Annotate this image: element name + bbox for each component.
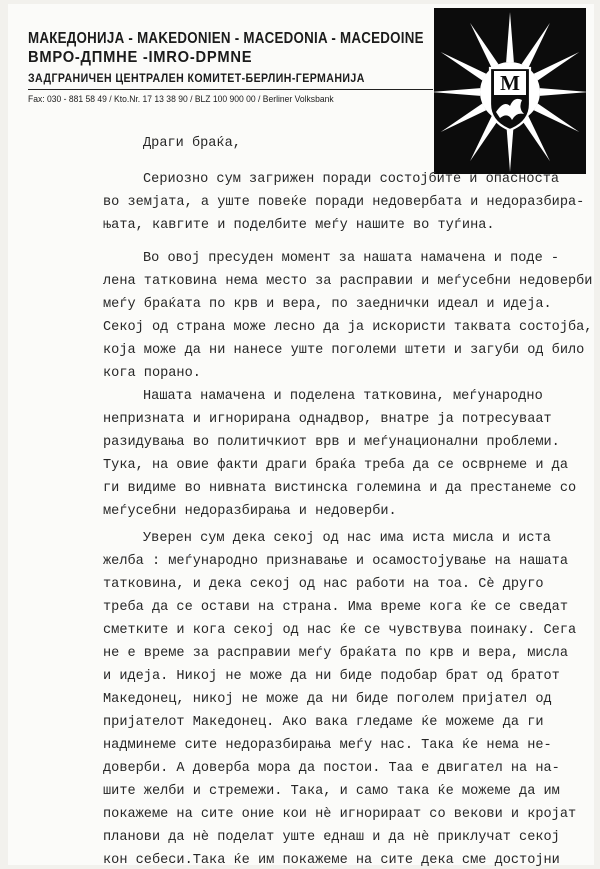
letter-line: пријателот Македонец. Ако вака гледаме ќе можеме да ги (103, 715, 544, 730)
sun-ray-icon (522, 23, 550, 68)
letterhead-country-line: МАКЕДОНИЈА - MAKEDONIEN - MACEDONIA - MACEDOINE (28, 30, 424, 47)
salutation: Драги браќа, (143, 136, 241, 151)
letter-line: шите желби и стремежи. Така, и само така ќе можеме да им (103, 784, 560, 799)
letter-line: татковина, и дека секој од нас работи на тоа. Сè друго (103, 577, 544, 592)
sun-ray-icon (506, 12, 514, 62)
emblem-letter: M (500, 71, 520, 95)
letter-line: сметките и кога секој од нас ќе се чувствува поинаку. Сега (103, 623, 577, 638)
letter-line: планови да нè поделат уште еднаш и да нè приклучат секој (103, 830, 560, 845)
letter-line: кон себеси.Така ќе им покажеме на сите дека сме достојни (103, 853, 560, 868)
sun-ray-icon (540, 88, 586, 96)
letter-line: доверби. А доверба мора да постои. Таа е двигател на на- (103, 761, 560, 776)
letter-line: непризната и игнорирана однадвор, внатре ја потресуваат (103, 412, 552, 427)
letter-line: и идеја. Никој не може да ни биде подобар брат од братот (103, 669, 560, 684)
letter-line: Сериозно сум загрижен поради состојбите и опасноста (143, 172, 560, 187)
sun-ray-icon (441, 104, 486, 132)
sun-ray-icon (470, 23, 498, 68)
letter-line: Тука, на овие факти драги браќа треба да се осврнеме и да (103, 458, 568, 473)
letter-line: која може да ни нанесе уште поголеми штети и загуби од било (103, 343, 585, 358)
sun-ray-icon (534, 104, 579, 132)
sun-ray-icon (470, 116, 498, 161)
letter-line: покажеме на сите оние кои нè игнорираат со векови и кројат (103, 807, 577, 822)
letter-line: во земјата, а уште повеќе поради недовербата и недоразбира- (103, 195, 585, 210)
letter-page (8, 4, 594, 868)
letterhead-party-line: ВМРО-ДПМНЕ -IMRO-DPMNE (28, 49, 253, 66)
letter-line: меѓусебни недоразбирања и недоверби. (103, 504, 397, 519)
sun-ray-icon (534, 52, 579, 80)
letter-line: њата, кавгите и поделбите меѓу нашите во туѓина. (103, 218, 495, 233)
letter-line: ги видиме во нивната вистинска големина и да престанеме со (103, 481, 577, 496)
letter-line: лена татковина нема место за расправии и меѓусебни недоверби (103, 274, 593, 289)
letter-line: треба да се остави на страна. Има време кога ќе се сведат (103, 600, 568, 615)
sun-ray-icon (434, 88, 480, 96)
letterhead-divider (28, 89, 433, 90)
letter-line: Македонец, никој не може да ни биде поголем пријател од (103, 692, 552, 707)
letter-line: кога порано. (103, 366, 201, 381)
letter-line: меѓу браќата по крв и вера, по заеднички идеал и идеја. (103, 297, 552, 312)
sun-emblem-logo (434, 8, 586, 174)
letter-line: Во овој пресуден момент за нашата намачена и поде - (143, 251, 560, 266)
letter-line: разидувања во политичкиот врв и меѓунационални проблеми. (103, 435, 560, 450)
letter-line: Секој од страна може лесно да ја искористи таквата состојба, (103, 320, 593, 335)
sun-icon (434, 8, 586, 174)
letter-line: не е време за расправии меѓу браќата по крв и вера, мисла (103, 646, 568, 661)
letter-line: Нашата намачена и поделена татковина, меѓународно (143, 389, 543, 404)
letter-line: желба : меѓународно признавање и осамостојување на нашата (103, 554, 568, 569)
letter-line: Уверен сум дека секој од нас има иста мисла и иста (143, 531, 551, 546)
sun-ray-icon (522, 116, 550, 161)
letterhead-contact-line: Fax: 030 - 881 58 49 / Kto.Nr. 17 13 38 90 / BLZ 100 900 00 / Berliner Volksbank (28, 94, 334, 105)
letterhead (28, 30, 438, 105)
letterhead-committee-line: ЗАДГРАНИЧЕН ЦЕНТРАЛЕН КОМИТЕТ-БЕРЛИН-ГЕРМАНИЈА (28, 71, 365, 85)
letter-line: надминеме сите недоразбирања меѓу нас. Така ќе нема не- (103, 738, 552, 753)
sun-ray-icon (441, 52, 486, 80)
